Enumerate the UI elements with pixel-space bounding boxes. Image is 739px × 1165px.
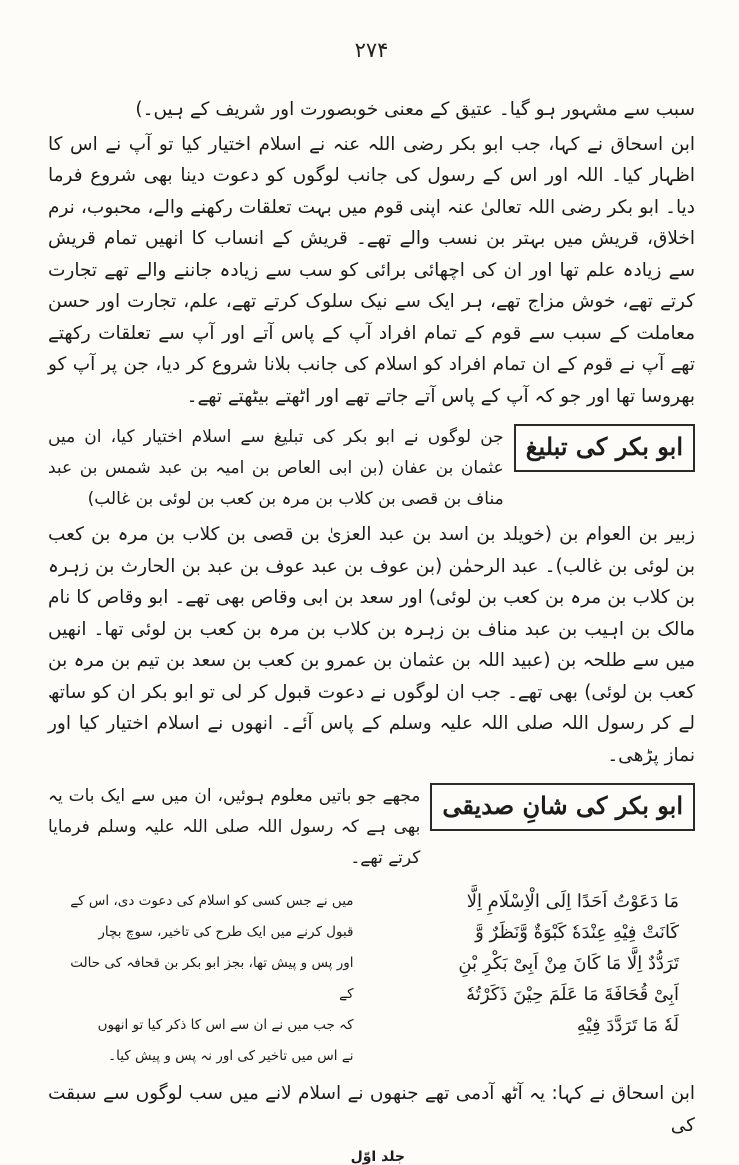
section-shaan	[48, 781, 695, 874]
translation-line: قبول کرنے میں ایک طرح کی تاخیر، سوچ بچار	[98, 924, 354, 940]
translation-line: کہ جب میں نے ان سے اس کا ذکر کیا تو انھوں	[97, 1017, 354, 1033]
hadith-arabic	[390, 886, 680, 1072]
section-heading-tableegh: ابو بکر کی تبلیغ	[514, 424, 695, 472]
arabic-line: تَرَدُّدٌ اِلَّا مَا کَانَ مِنْ اَبِیْ بَکْرِ بْنِ	[458, 953, 679, 974]
section-body-shaan: مجھے جو باتیں معلوم ہوئیں، ان میں سے ایک بات یہ بھی ہے کہ رسول اللہ صلی اللہ علیہ وسلم فرمایا کرتے تھے۔	[48, 786, 421, 868]
translation-line: میں نے جس کسی کو اسلام کی دعوت دی، اس کے	[70, 893, 354, 909]
section-heading-shaan: ابو بکر کی شانِ صدیقی	[430, 783, 695, 831]
paragraph-intro: سبب سے مشہور ہو گیا۔ عتیق کے معنی خوبصورت اور شریف کے ہیں۔)	[135, 99, 695, 120]
volume-footer: جلد اوّل	[350, 1149, 405, 1165]
paragraph-closing: ابن اسحاق نے کہا: یہ آٹھ آدمی تھے جنھوں نے اسلام لانے میں سب لوگوں سے سبقت کی	[48, 1083, 695, 1136]
hadith-block	[64, 886, 679, 1072]
translation-line: نے اس میں تاخیر کی اور نہ پس و پیش کیا۔	[108, 1048, 354, 1064]
arabic-line: اَبِیْ قُحَافَةَ مَا عَلَمَ حِیْنَ ذَکَرْتُهٗ	[466, 984, 679, 1005]
translation-line: اور پس و پیش تھا، بجز ابو بکر بن قحافہ کی حالت کے	[70, 955, 354, 1002]
paragraph-companions: زبیر بن العوام بن (خویلد بن اسد بن عبد العزیٰ بن قصی بن کلاب بن مرہ بن کعب بن لوئی بن غالب)۔ عبد الرحمٰن (بن عوف بن عبد عوف بن عبد بن الحارث بن زہرہ بن کلاب بن مرہ بن کعب بن لوئی) اور سعد بن ابی وقاص بھی تھے۔ ابو وقاص کا نام مالک بن اہیب بن عبد مناف بن زہرہ بن کلاب بن مرہ بن کعب بن لوئی تھا۔ انھیں میں سے طلحہ بن (عبید اللہ بن عثمان بن عمرو بن کعب بن سعد بن تیم بن مرہ بن کعب بن لوئی) بھی تھے۔ جب ان لوگوں نے دعوت قبول کر لی تو ابو بکر ان کو ساتھ لے کر رسول اللہ صلی اللہ علیہ وسلم کے پاس آئے۔ انھوں نے اسلام اختیار کیا اور نماز پڑھی۔	[48, 524, 695, 766]
arabic-line: کَانَتْ فِیْهِ عِنْدَهٗ کَبْوَةٌ وَّنَظَرٌ وَّ	[475, 922, 679, 943]
section-tableegh	[48, 422, 695, 515]
page-number: ۲۷۴	[354, 38, 389, 62]
section-body-tableegh: جن لوگوں نے ابو بکر کی تبلیغ سے اسلام اختیار کیا، ان میں عثمان بن عفان (بن ابی العاص بن امیہ بن عبد شمس بن عبد مناف بن قصی بن کلاب بن مرہ بن کعب بن لوئی بن غالب)	[48, 427, 504, 509]
hadith-translation	[64, 886, 354, 1072]
arabic-line: لَهٗ مَا تَرَدَّدَ فِیْهِ	[576, 1015, 679, 1036]
arabic-line: مَا دَعَوْتُ اَحَدًا اِلَی الْاِسْلَامِ اِلَّا	[466, 891, 679, 912]
paragraph-main: ابن اسحاق نے کہا، جب ابو بکر رضی اللہ عنہ نے اسلام اختیار کیا تو آپ نے اس کا اظہار کیا۔ اللہ اور اس کے رسول کی جانب لوگوں کو دعوت دینا بھی شروع فرما دیا۔ ابو بکر رضی اللہ تعالیٰ عنہ اپنی قوم میں بہت تعلقات رکھنے والے، محبوب، نرم اخلاق، قریش میں بہتر بن نسب والے تھے۔ قریش کے انساب کا انھیں تمام قریش سے زیادہ علم تھا اور ان کی اچھائی برائی کو سب سے زیادہ جاننے والے تھے تجارت کرتے تھے، خوش مزاج تھے، ہر ایک سے نیک سلوک کرتے تھے، علم، تجارت اور حسن معاملت کے سبب سے قوم کے تمام افراد آپ کے پاس آتے اور آپ سے تعلقات رکھتے تھے آپ نے قوم کے ان تمام افراد کو اسلام کی جانب بلانا شروع کر دیا، جن پر آپ کو بھروسا تھا اور جو کہ آپ کے پاس آتے جاتے تھے اور اٹھتے بیٹھتے تھے۔	[48, 133, 695, 407]
